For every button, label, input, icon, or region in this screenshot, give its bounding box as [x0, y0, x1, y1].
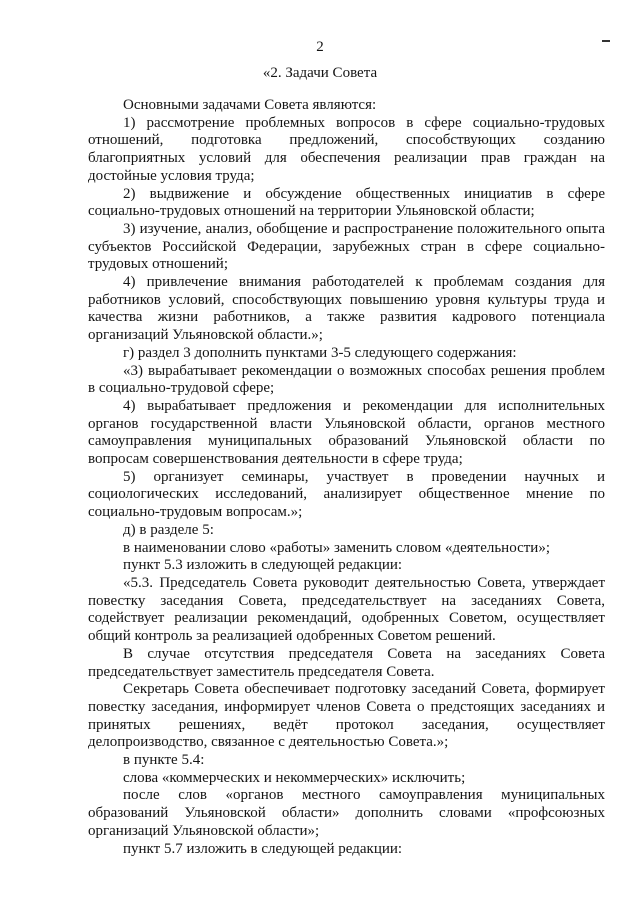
paragraph-5-4-exclude: слова «коммерческих и некоммерческих» исключить; — [123, 769, 466, 786]
paragraph-task-3: 3) изучение, анализ, обобщение и распространение положительного опыта субъектов Российской Федерации, зарубежных стран в сфере социально-трудовых отношений; — [88, 220, 605, 273]
paragraph-task-2: 2) выдвижение и обсуждение общественных инициатив в сфере социально-трудовых отношений на территории Ульяновской области; — [88, 185, 605, 220]
page-number: 2 — [316, 39, 324, 55]
paragraph-5-7-intro: пункт 5.7 изложить в следующей редакции: — [123, 840, 403, 857]
paragraph-5-4-intro: в пункте 5.4: — [123, 752, 205, 769]
paragraph-5-3-text: «5.3. Председатель Совета руководит деятельностью Совета, утверждает повестку заседания Совета, председательствует на заседаниях Совета, содействует реализации рекомендаций, одобренных Советом, осуществляет общий контроль за реализацией одобренных Советом решений. — [88, 574, 605, 645]
paragraph-deputy: В случае отсутствия председателя Совета на заседаниях Совета председательствует заместитель председателя Совета. — [88, 645, 605, 680]
paragraph-amend-g: г) раздел 3 дополнить пунктами 3-5 следующего содержания: — [123, 344, 517, 361]
document-body — [88, 97, 605, 858]
paragraph-task-4: 4) привлечение внимания работодателей к проблемам создания для работников условий, способствующих повышению уровня культуры труда и качества жизни работников, а также развития кадрового потенциала организаций Ульяновской области.»; — [88, 274, 605, 344]
paragraph-secretary: Секретарь Совета обеспечивает подготовку заседаний Совета, формирует повестку заседания, информирует членов Совета о предстоящих заседаниях и принятых решениях, ведёт протокол заседания, осуществляет делопроизводство, связанное с деятельностью Совета.»; — [88, 681, 605, 751]
paragraph-5-4-add: после слов «органов местного самоуправления муниципальных образований Ульяновской области» дополнить словами «профсоюзных организаций Ульяновской области»; — [88, 787, 605, 839]
paragraph-amend-d: д) в разделе 5: — [123, 521, 214, 538]
paragraph-5-3-intro: пункт 5.3 изложить в следующей редакции: — [123, 557, 403, 574]
paragraph-point-4: 4) вырабатывает предложения и рекомендации для исполнительных органов государственной власти Ульяновской области, органов местного самоуправления муниципальных образований Ульяновской области по вопросам совершенствования деятельности в сфере труда; — [88, 397, 605, 468]
paragraph-task-1: 1) рассмотрение проблемных вопросов в сфере социально-трудовых отношений, подготовка предложений, способствующих созданию благоприятных условий для обеспечения реализации прав граждан на достойные условия труда; — [88, 114, 605, 184]
paragraph-intro: Основными задачами Совета являются: — [123, 97, 377, 113]
paragraph-point-5: 5) организует семинары, участвует в проведении научных и социологических исследований, анализирует общественное мнение по социально-трудовым вопросам.»; — [88, 468, 605, 521]
section-heading: «2. Задачи Совета — [262, 65, 378, 81]
paragraph-point-3: «3) вырабатывает рекомендации о возможных способах решения проблем в социально-трудовой сфере; — [88, 362, 605, 397]
scan-mark — [602, 40, 610, 42]
paragraph-rename: в наименовании слово «работы» заменить словом «деятельности»; — [123, 539, 550, 556]
